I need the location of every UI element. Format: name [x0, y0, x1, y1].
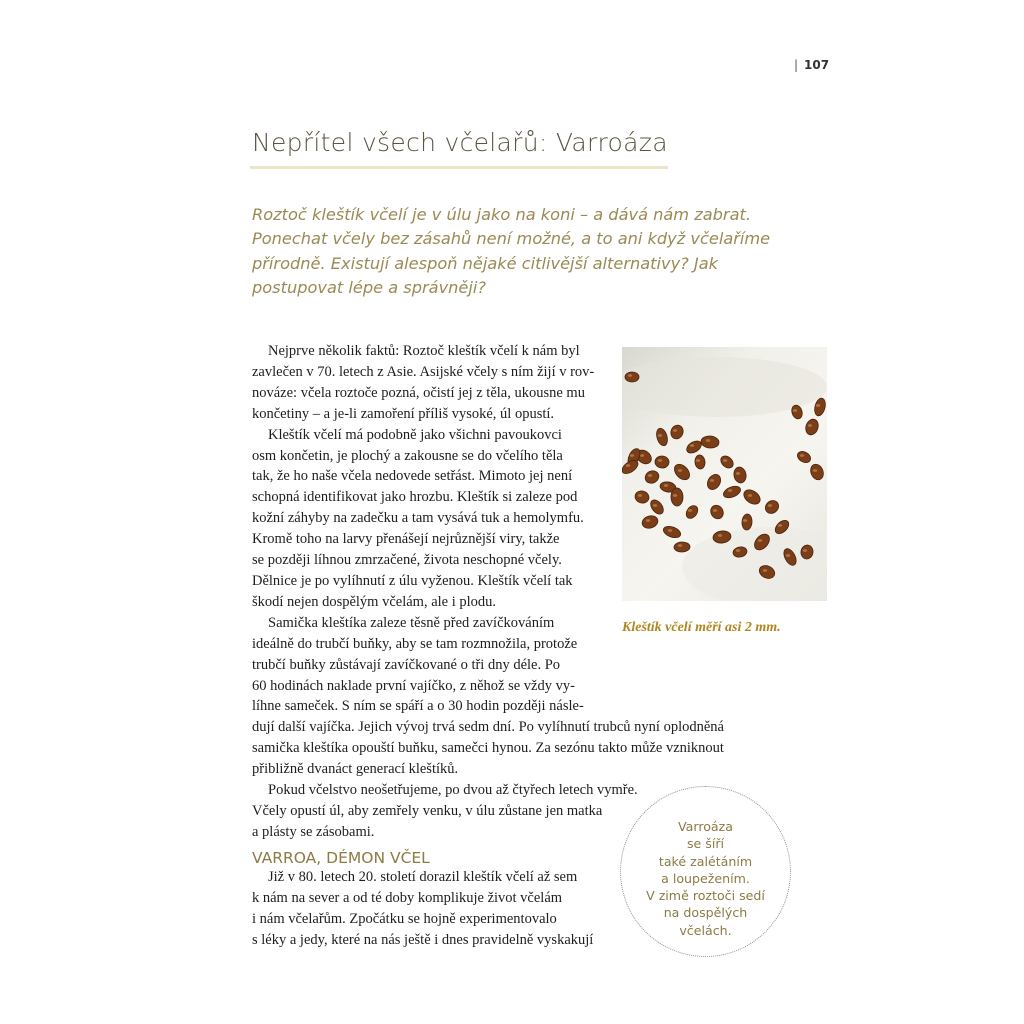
- mite-highlight: [638, 494, 642, 497]
- text-line: škodí nejen dospělým včelám, ale i plodu.: [252, 593, 497, 610]
- text-line: Pokud včelstvo neošetřujeme, po dvou až čtyřech letech vymře.: [268, 782, 638, 799]
- text-line: líhne sameček. S ním se spáří a o 30 hodin později násle-: [252, 698, 584, 715]
- mite-highlight: [646, 519, 650, 522]
- page-number-value: 107: [804, 58, 830, 72]
- mite-shape: [655, 456, 670, 469]
- mite-highlight: [673, 494, 677, 497]
- mite-shape: [705, 472, 724, 492]
- sidebar-line: se šíří: [686, 836, 725, 852]
- mite-highlight: [626, 464, 630, 467]
- mite-highlight: [678, 469, 682, 472]
- mite-shape: [685, 439, 704, 456]
- mite-highlight: [736, 472, 740, 475]
- text-line: Kromě toho na larvy přenášejí nejrůznější viry, takže: [252, 531, 560, 548]
- mite-shape: [655, 427, 670, 447]
- page-number: [794, 58, 829, 72]
- mite-highlight: [658, 434, 662, 437]
- mite-highlight: [813, 469, 817, 472]
- mite-shape: [648, 498, 666, 517]
- mite-shape: [674, 542, 690, 553]
- photo-caption: Kleštík včelí měří asi 2 mm.: [622, 620, 781, 635]
- mite-shape: [808, 462, 825, 481]
- mite-shape: [741, 487, 763, 507]
- mite-shape: [625, 372, 639, 382]
- text-line: tak, že ho naše včela nedovede setřást. Mimoto jej není: [252, 468, 573, 485]
- mite-highlight: [816, 404, 820, 407]
- mite-shape: [684, 503, 700, 520]
- lead-line: přírodně. Existují alespoň nějaké citlivější alternativy? Jak: [252, 253, 718, 273]
- mite-shape: [694, 455, 705, 470]
- lead-line: Roztoč kleštík včelí je v úlu jako na koni – a dává nám zabrat.: [252, 205, 751, 224]
- mite-highlight: [630, 454, 634, 457]
- mite-shape: [669, 423, 685, 440]
- page-number-divider: |: [794, 58, 799, 72]
- page-title: Nepřítel všech včelařů: Varroáza: [252, 128, 668, 157]
- mite-shape: [701, 435, 720, 449]
- sidebar-line: V zimě roztoči sedí: [646, 888, 765, 904]
- text-line: kožní záhyby na zadečku a tam vysává tuk a hemolymfu.: [252, 510, 584, 527]
- mite-shape: [643, 468, 661, 485]
- section-heading: VARROA, DÉMON VČEL: [252, 849, 430, 867]
- text-line: samička kleštíka opouští buňku, samečci hynou. Za sezónu takto může vzniknout: [252, 740, 724, 757]
- mite-highlight: [808, 424, 812, 427]
- mite-highlight: [763, 569, 767, 572]
- sidebar-note: [620, 818, 791, 939]
- text-line: se později líhnou zmrzačené, života neschopné včely.: [252, 552, 562, 569]
- mite-highlight: [758, 539, 762, 542]
- mite-shape: [718, 454, 735, 471]
- text-line: dují další vajíčka. Jejich vývoj trvá sedm dní. Po vylíhnutí trubců nyní oplodněná: [252, 719, 724, 736]
- lead-paragraph: [252, 203, 772, 300]
- mite-highlight: [678, 544, 682, 547]
- text-line: Dělnice je po vylíhnutí z úlu vyženou. Kleštík včelí tak: [252, 572, 573, 589]
- text-line: osm končetin, je plochý a zakousne se do včelího těla: [252, 447, 563, 464]
- mite-shape: [795, 449, 812, 465]
- mite-shape: [671, 488, 683, 506]
- mite-highlight: [640, 454, 644, 457]
- mite-highlight: [673, 429, 677, 432]
- text-line: s léky a jedy, které na nás ještě i dnes pravidelně vyskakují: [252, 931, 594, 948]
- lead-line: postupovat lépe a správněji?: [252, 277, 486, 297]
- sidebar-line: Varroáza: [678, 819, 733, 834]
- text-line: 60 hodinách naklade první vajíčko, z něhož se vždy vy-: [252, 677, 575, 694]
- mite-shape: [708, 503, 726, 521]
- mite-shape: [722, 484, 742, 500]
- text-line: Kleštík včelí má podobně jako všichni pavoukovci: [268, 426, 562, 443]
- mite-highlight: [688, 509, 692, 512]
- mite-shape: [733, 466, 748, 484]
- mite-highlight: [696, 459, 700, 462]
- sidebar-line: na dospělých: [663, 905, 748, 921]
- mite-highlight: [706, 439, 710, 442]
- mite-highlight: [743, 519, 747, 522]
- text-line: přibližně dvanáct generací kleštíků.: [252, 761, 459, 778]
- mite-shape: [634, 489, 651, 504]
- mite-highlight: [786, 554, 790, 557]
- mite-highlight: [664, 484, 668, 487]
- mite-shape: [641, 514, 660, 530]
- mite-highlight: [723, 459, 727, 462]
- mite-shape: [662, 524, 682, 540]
- text-line: končetiny – a je-li zamoření příliš vysoké, úl opustí.: [252, 405, 555, 422]
- mite-shape: [804, 417, 821, 436]
- mite-highlight: [718, 534, 722, 537]
- lead-line: Ponechat včely bez zásahů není možné, a to ani když včelaříme: [252, 229, 771, 249]
- section-text: [252, 867, 593, 951]
- text-line: ideálně do trubčí buňky, aby se tam rozmnožila, protože: [252, 635, 578, 652]
- mite-highlight: [803, 549, 807, 552]
- mite-highlight: [793, 409, 797, 412]
- mite-highlight: [653, 504, 657, 507]
- mite-highlight: [768, 504, 772, 507]
- mite-highlight: [728, 489, 732, 492]
- sidebar-line: včelách.: [679, 922, 732, 938]
- mite-highlight: [736, 549, 740, 552]
- mite-shape: [763, 498, 781, 516]
- mite-highlight: [800, 454, 804, 457]
- mite-highlight: [778, 524, 782, 527]
- text-line: a plásty se zásobami.: [252, 823, 375, 840]
- mites-illustration: [622, 347, 827, 601]
- text-line: trubčí buňky zůstávají zavíčkované o tři dny déle. Po: [252, 656, 561, 673]
- mite-shape: [671, 461, 692, 482]
- text-line: Samička kleštíka zaleze těsně před zavíčkováním: [268, 614, 555, 631]
- text-line: nováze: včela roztoče pozná, očistí jej z těla, ukousne mu: [252, 384, 585, 401]
- mite-highlight: [668, 529, 672, 532]
- text-line: i nám včelařům. Zpočátku se hojně experimentovalo: [252, 910, 557, 927]
- mite-shape: [741, 514, 752, 531]
- text-line: Nejprve několik faktů: Roztoč kleštík včelí k nám byl: [268, 343, 580, 359]
- text-line: Již v 80. letech 20. století dorazil kleštík včelí až sem: [268, 869, 578, 885]
- varroa-mites-photo: [622, 347, 827, 601]
- sidebar-line: také zalétáním: [658, 853, 753, 869]
- text-line: zavlečen v 70. letech z Asie. Asijské včely s ním žijí v rov-: [252, 363, 595, 380]
- text-line: schopná identifikovat jako hrozbu. Kleštík si zaleze pod: [252, 489, 578, 506]
- mite-highlight: [710, 479, 714, 482]
- mite-highlight: [713, 509, 717, 512]
- sidebar-line: a loupežením.: [661, 870, 750, 886]
- mite-highlight: [748, 494, 752, 497]
- mite-highlight: [658, 459, 662, 462]
- mite-highlight: [648, 474, 652, 477]
- mite-highlight: [628, 374, 632, 377]
- mite-highlight: [690, 444, 694, 447]
- text-line: Včely opustí úl, aby zemřely venku, v úlu zůstane jen matka: [252, 802, 603, 819]
- title-underline: [250, 166, 668, 169]
- text-line: k nám na sever a od té doby komplikuje život včelám: [252, 889, 563, 906]
